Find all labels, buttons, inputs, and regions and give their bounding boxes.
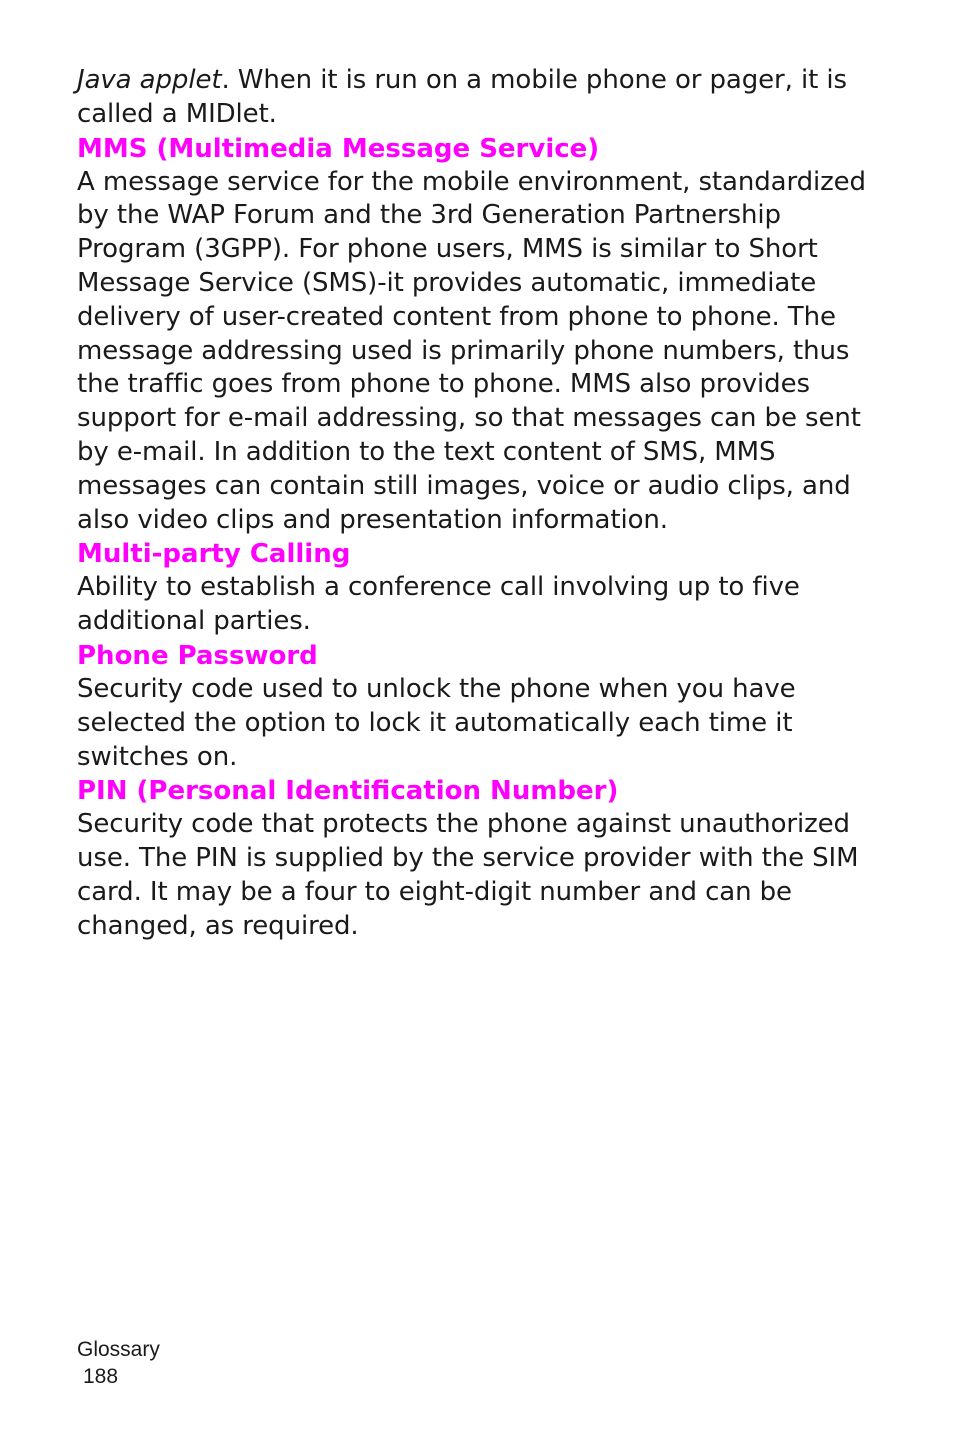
term-heading-pin: PIN (Personal Identification Number) (77, 776, 619, 807)
definition-mms: A message service for the mobile environment, standardized by the WAP Forum and the 3rd Generation Partnership Program (3GPP). For phone users, MMS is similar to Short Message Service (SMS)-it provides automatic, immediate delivery of user-created content from phone to phone. The message addressing used is primarily phone numbers, thus the traffic goes from phone to phone. MMS also provides support for e-mail addressing, so that messages can be sent by e-mail. In addition to the text content of SMS, MMS messages can contain still images, voice or audio clips, and also video clips and presentation information. (77, 166, 866, 535)
term-heading-phone-password: Phone Password (77, 640, 318, 671)
page-footer (77, 1336, 160, 1390)
term-heading-multi-party-calling: Multi-party Calling (77, 539, 351, 570)
intro-text: . When it is run on a mobile phone or pager, it is called a MIDlet. (77, 65, 847, 129)
glossary-page-content (77, 64, 877, 944)
definition-phone-password: Security code used to unlock the phone when you have selected the option to lock it automatically each time it switches on. (77, 673, 796, 772)
term-heading-mms: MMS (Multimedia Message Service) (77, 133, 600, 164)
definition-pin: Security code that protects the phone against unauthorized use. The PIN is supplied by the service provider with the SIM card. It may be a four to eight-digit number and can be changed, as required. (77, 809, 859, 941)
footer-section-label: Glossary (77, 1338, 160, 1361)
page-number: 188 (83, 1365, 119, 1388)
intro-paragraph (77, 64, 877, 132)
definition-multi-party-calling: Ability to establish a conference call involving up to five additional parties. (77, 572, 800, 637)
intro-italic-term: Java applet (77, 65, 222, 95)
